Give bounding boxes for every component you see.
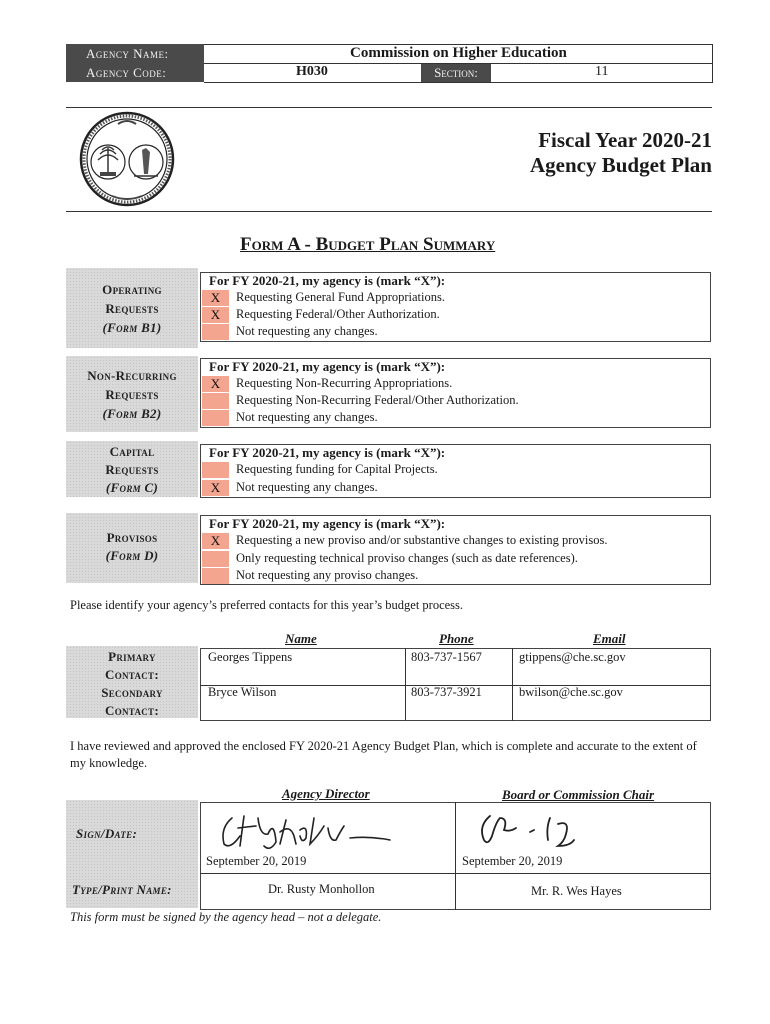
sign-date-label: Sign/Date:	[76, 826, 138, 841]
proviso-new-checkbox[interactable]: X	[202, 533, 229, 549]
section-value: 11	[595, 64, 609, 79]
signature-labels	[66, 800, 198, 908]
non-recurring-requests-label: Non-Recurring Requests (Form B2)	[66, 356, 198, 432]
secondary-contact-label: Secondary	[101, 685, 163, 700]
non-recurring-federal-other-checkbox[interactable]	[202, 393, 229, 409]
operating-prompt: For FY 2020-21, my agency is (mark “X”):	[209, 273, 446, 288]
secondary-contact-name: Bryce Wilson	[208, 685, 277, 699]
state-seal-icon	[78, 110, 176, 208]
capital-projects-checkbox[interactable]	[202, 462, 229, 478]
agency-director-name: Dr. Rusty Monhollon	[268, 882, 375, 896]
certification-statement: I have reviewed and approved the enclosed FY 2020-21 Agency Budget Plan, which is complete and accurate to the extent of my knowledge.	[70, 739, 697, 770]
form-title: Form A - Budget Plan Summary	[240, 234, 496, 255]
non-recurring-prompt: For FY 2020-21, my agency is (mark “X”):	[209, 359, 446, 374]
capital-no-changes-label: Not requesting any changes.	[236, 480, 378, 494]
secondary-contact-email: bwilson@che.sc.gov	[519, 685, 623, 699]
capital-projects-label: Requesting funding for Capital Projects.	[236, 462, 438, 476]
board-chair-header: Board or Commission Chair	[502, 787, 655, 802]
contacts-intro: Please identify your agency’s preferred contacts for this year’s budget process.	[70, 598, 464, 612]
non-recurring-appropriations-label: Requesting Non-Recurring Appropriations.	[236, 376, 453, 390]
proviso-no-changes-label: Not requesting any proviso changes.	[236, 568, 419, 582]
secondary-contact-phone: 803-737-3921	[411, 685, 482, 699]
contacts-email-header: Email	[593, 631, 626, 646]
agency-code-value: H030	[296, 64, 328, 79]
operating-no-changes-checkbox[interactable]	[202, 324, 229, 340]
proviso-no-changes-checkbox[interactable]	[202, 568, 229, 584]
provisos-prompt: For FY 2020-21, my agency is (mark “X”):	[209, 516, 446, 531]
plan-title-line2: Agency Budget Plan	[529, 153, 712, 177]
plan-title-line1: Fiscal Year 2020-21	[538, 128, 712, 152]
non-recurring-appropriations-checkbox[interactable]: X	[202, 376, 229, 392]
capital-no-changes-checkbox[interactable]: X	[202, 480, 229, 496]
agency-code-label: Agency Code:	[66, 63, 204, 82]
section-label: Section:	[421, 64, 491, 82]
board-chair-name: Mr. R. Wes Hayes	[531, 884, 622, 898]
plan-title	[530, 128, 712, 178]
contacts-phone-header: Phone	[439, 631, 474, 646]
primary-contact-phone: 803-737-1567	[411, 650, 482, 664]
agency-name-label: Agency Name:	[66, 44, 204, 63]
capital-requests-label: Capital Requests (Form C)	[66, 441, 198, 497]
operating-general-fund-checkbox[interactable]: X	[202, 290, 229, 306]
proviso-new-label: Requesting a new proviso and/or substantive changes to existing provisos.	[236, 533, 608, 547]
contacts-name-header: Name	[285, 631, 317, 646]
non-recurring-no-changes-checkbox[interactable]	[202, 410, 229, 426]
primary-contact-label: Primary	[108, 649, 156, 664]
provisos-label: Provisos (Form D)	[66, 513, 198, 583]
operating-no-changes-label: Not requesting any changes.	[236, 324, 378, 338]
primary-contact-name: Georges Tippens	[208, 650, 293, 664]
non-recurring-federal-other-label: Requesting Non-Recurring Federal/Other Authorization.	[236, 393, 519, 407]
contacts-labels: Primary Contact: Secondary Contact:	[66, 646, 198, 718]
operating-requests-label: Operating Requests (Form B1)	[66, 268, 198, 348]
board-chair-date: September 20, 2019	[462, 854, 563, 868]
footer-note: This form must be signed by the agency head – not a delegate.	[70, 910, 382, 924]
capital-prompt: For FY 2020-21, my agency is (mark “X”):	[209, 445, 446, 460]
operating-general-fund-label: Requesting General Fund Appropriations.	[236, 290, 445, 304]
board-chair-signature-icon	[470, 806, 590, 854]
proviso-technical-label: Only requesting technical proviso changes (such as date references).	[236, 551, 578, 565]
primary-contact-email: gtippens@che.sc.gov	[519, 650, 626, 664]
operating-federal-other-label: Requesting Federal/Other Authorization.	[236, 307, 440, 321]
proviso-technical-checkbox[interactable]	[202, 551, 229, 567]
non-recurring-no-changes-label: Not requesting any changes.	[236, 410, 378, 424]
operating-federal-other-checkbox[interactable]: X	[202, 307, 229, 323]
agency-director-header: Agency Director	[282, 786, 370, 801]
type-print-name-label: Type/Print Name:	[72, 882, 172, 897]
agency-name-value: Commission on Higher Education	[350, 45, 567, 61]
agency-director-signature-icon	[210, 806, 400, 854]
agency-director-date: September 20, 2019	[206, 854, 307, 868]
